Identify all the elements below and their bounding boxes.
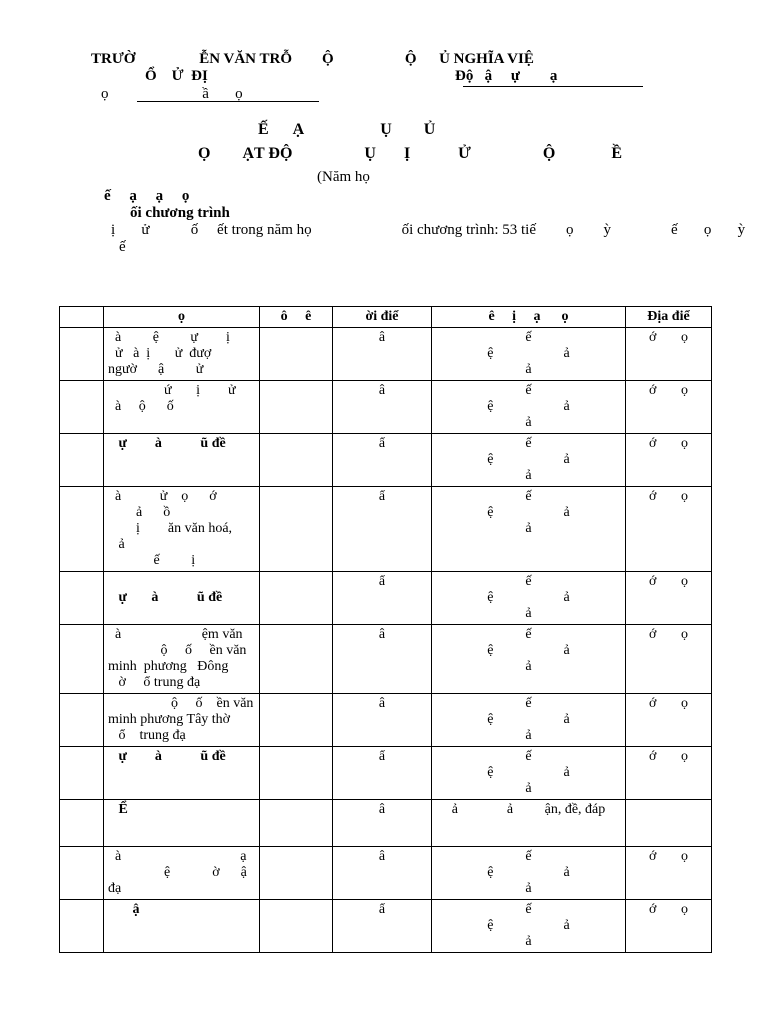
row-lead-cell: [260, 381, 333, 434]
row-preparation-cell: ế ệ ả ả: [432, 434, 626, 487]
row-time-cell: â: [333, 847, 432, 900]
row-content-cell: ự à ũ đề: [104, 572, 260, 625]
row-no-cell: [60, 434, 104, 487]
motto-underline: [463, 86, 643, 87]
table-row: [60, 800, 712, 847]
motto-header: Độ ậ ự ạ: [455, 68, 558, 84]
row-no-cell: [60, 487, 104, 572]
row-preparation-cell: ế ệ ả ả: [432, 572, 626, 625]
table-row: [60, 328, 712, 381]
row-time-cell: ẩ: [333, 572, 432, 625]
row-no-cell: [60, 847, 104, 900]
department-header: Ổ Ử ĐỊ: [145, 68, 208, 84]
row-lead-cell: [260, 747, 333, 800]
row-preparation-cell: ế ệ ả ả: [432, 694, 626, 747]
row-no-cell: [60, 572, 104, 625]
row-lead-cell: [260, 625, 333, 694]
program-detail: ị ử ố ết trong năm họ ối chương trình: 53 tiế ọ ỳ ế ọ ỳ: [111, 222, 746, 238]
header-content: ọ: [104, 307, 260, 328]
row-lead-cell: [260, 572, 333, 625]
group-line: ọ ầ ọ: [101, 86, 243, 102]
row-preparation-cell: ế ệ ả ả: [432, 747, 626, 800]
row-location-cell: ớ ọ: [626, 847, 712, 900]
table-header-row: [60, 307, 712, 328]
row-no-cell: [60, 328, 104, 381]
row-location-cell: ớ ọ: [626, 747, 712, 800]
row-no-cell: [60, 800, 104, 847]
document-title: Ế Ạ Ụ Ủ: [258, 121, 436, 138]
row-lead-cell: [260, 694, 333, 747]
school-header: TRƯỜ ỄN VĂN TRỖ Ộ Ộ Ủ NGHĨA VIỆ: [91, 51, 534, 67]
row-location-cell: ớ ọ: [626, 572, 712, 625]
row-lead-cell: [260, 434, 333, 487]
row-lead-cell: [260, 900, 333, 953]
row-no-cell: [60, 694, 104, 747]
row-location-cell: ớ ọ: [626, 900, 712, 953]
row-lead-cell: [260, 328, 333, 381]
header-lead: ô ê: [260, 307, 333, 328]
program-heading: ối chương trình: [130, 205, 230, 221]
table-row: [60, 900, 712, 953]
header-location: Địa điể: [626, 307, 712, 328]
table-row: [60, 487, 712, 572]
table-row: [60, 572, 712, 625]
row-lead-cell: [260, 487, 333, 572]
row-content-cell: Ể: [104, 800, 260, 847]
header-time: ời điể: [333, 307, 432, 328]
program-detail-cont: ế: [119, 239, 126, 255]
row-preparation-cell: ế ệ ả ả: [432, 381, 626, 434]
row-location-cell: ớ ọ: [626, 625, 712, 694]
row-no-cell: [60, 625, 104, 694]
document-subtitle: Ọ ẠT ĐỘ Ụ Ị Ử Ộ Ề: [198, 145, 623, 162]
row-content-cell: ự à ũ đề: [104, 434, 260, 487]
row-content-cell: ộ ố ền văn minh phương Tây thờ ổ trung đạ: [104, 694, 260, 747]
row-time-cell: ẩ: [333, 900, 432, 953]
row-content-cell: à ử ọ ớ ả ồ ị ăn văn hoá, ả ế ị: [104, 487, 260, 572]
row-preparation-cell: ế ệ ả ả: [432, 625, 626, 694]
row-location-cell: [626, 800, 712, 847]
row-content-cell: à ệm văn ộ ố ền văn minh phương Đông ờ ổ trung đạ: [104, 625, 260, 694]
row-content-cell: à ệ ự ị ử à ị ử đượ ngườ ậ ử: [104, 328, 260, 381]
row-content-cell: à ạ ệ ờ ậ đạ: [104, 847, 260, 900]
row-preparation-cell: ế ệ ả ả: [432, 487, 626, 572]
plan-heading: ế ạ ạ ọ: [104, 188, 190, 204]
school-year: (Năm họ: [317, 169, 370, 185]
header-preparation: ê ị ạ ọ: [432, 307, 626, 328]
row-time-cell: â: [333, 381, 432, 434]
row-location-cell: ớ ọ: [626, 328, 712, 381]
row-time-cell: ẩ: [333, 747, 432, 800]
group-underline: [137, 101, 319, 102]
row-no-cell: [60, 381, 104, 434]
activity-table: [59, 306, 712, 953]
row-time-cell: â: [333, 625, 432, 694]
table-row: [60, 381, 712, 434]
row-time-cell: â: [333, 694, 432, 747]
row-no-cell: [60, 747, 104, 800]
row-time-cell: â: [333, 328, 432, 381]
row-time-cell: â: [333, 800, 432, 847]
header-no: [60, 307, 104, 328]
table-row: [60, 625, 712, 694]
row-lead-cell: [260, 847, 333, 900]
row-time-cell: ẩ: [333, 434, 432, 487]
row-location-cell: ớ ọ: [626, 487, 712, 572]
row-location-cell: ớ ọ: [626, 381, 712, 434]
table-row: [60, 747, 712, 800]
row-content-cell: ự à ũ đề: [104, 747, 260, 800]
row-lead-cell: [260, 800, 333, 847]
table-row: [60, 847, 712, 900]
row-preparation-cell: ế ệ ả ả: [432, 328, 626, 381]
table-row: [60, 694, 712, 747]
row-preparation-cell: ế ệ ả ả: [432, 847, 626, 900]
row-content-cell: ứ ị ử à ộ ố: [104, 381, 260, 434]
row-content-cell: ậ: [104, 900, 260, 953]
row-location-cell: ớ ọ: [626, 434, 712, 487]
table-row: [60, 434, 712, 487]
row-location-cell: ớ ọ: [626, 694, 712, 747]
row-no-cell: [60, 900, 104, 953]
row-time-cell: ẩ: [333, 487, 432, 572]
row-preparation-cell: ả ả ận, đề, đáp: [432, 800, 626, 847]
row-preparation-cell: ế ệ ả ả: [432, 900, 626, 953]
